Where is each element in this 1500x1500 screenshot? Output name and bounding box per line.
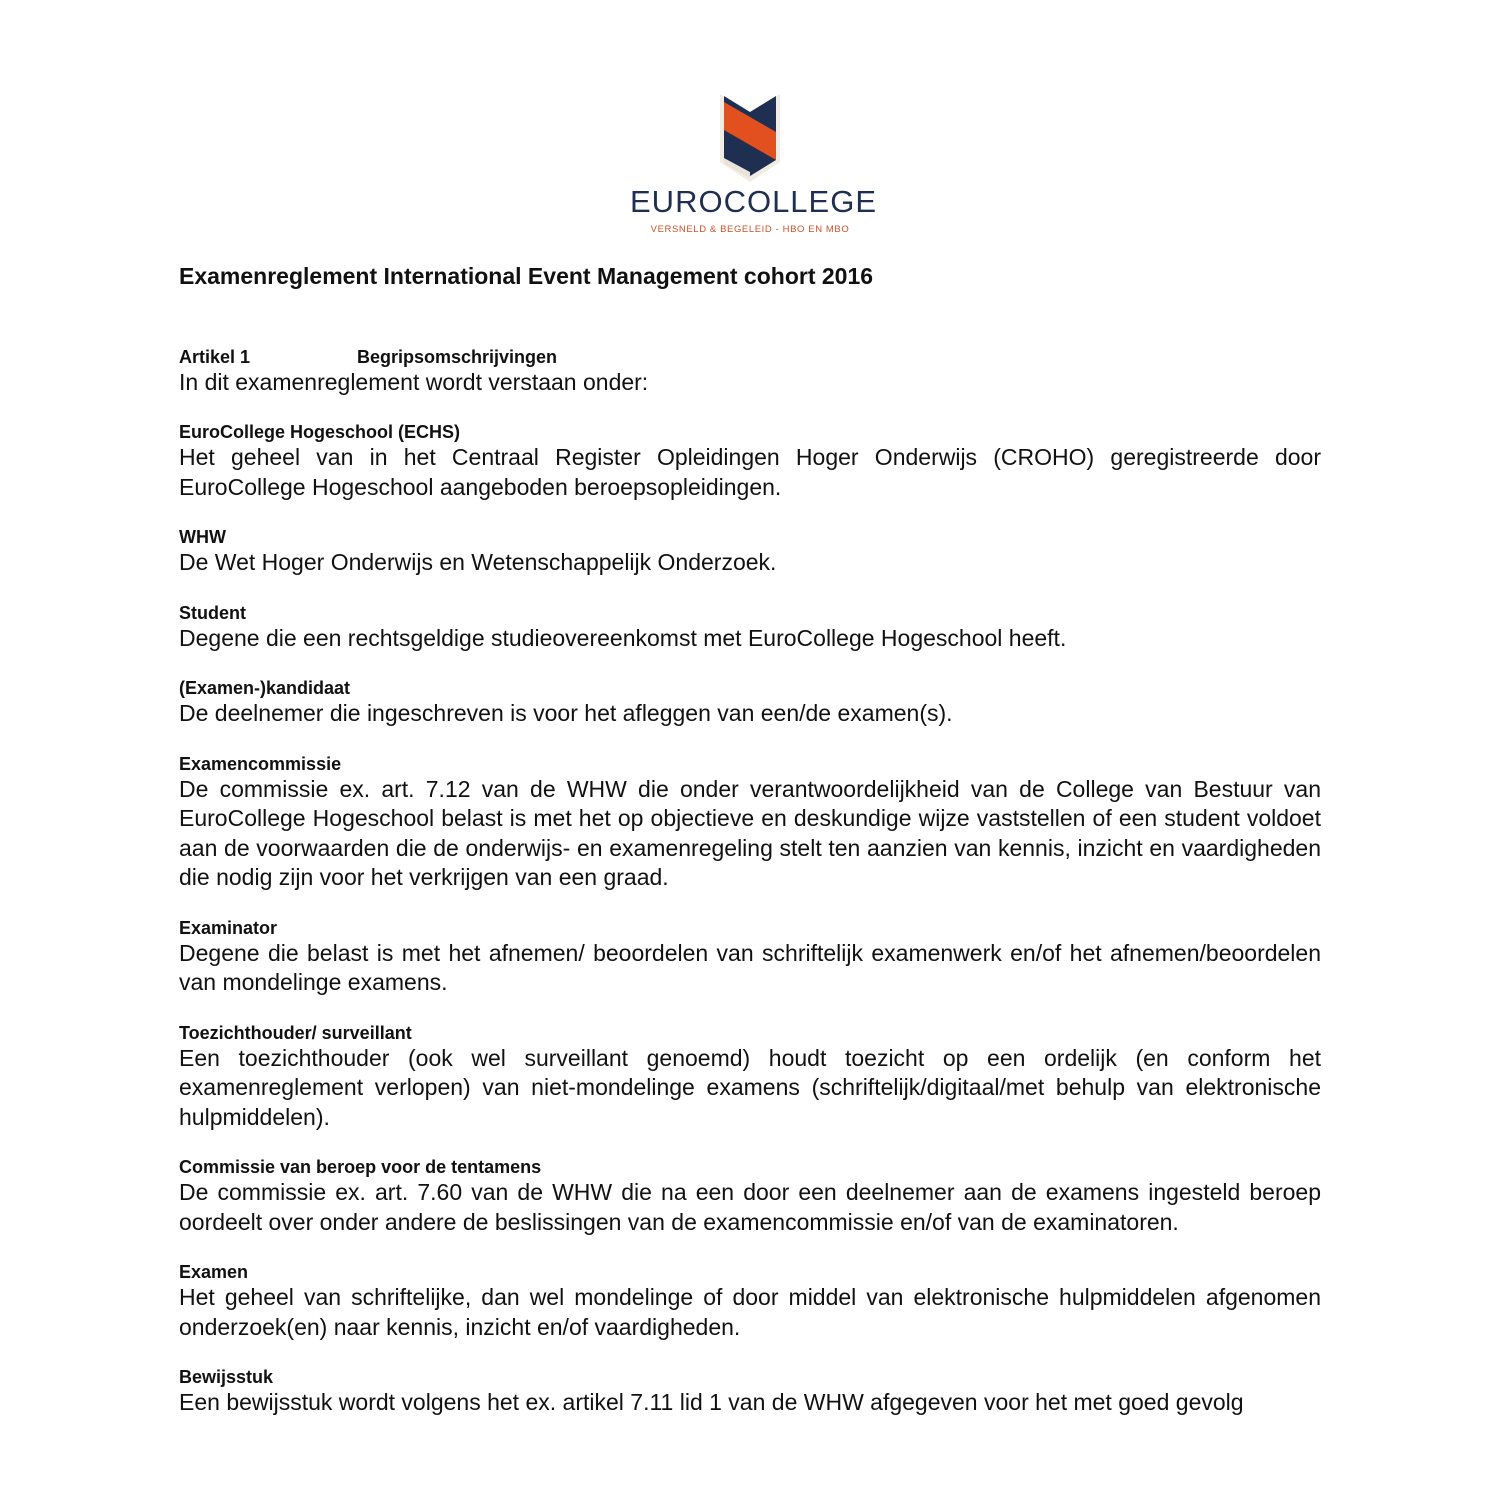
definition-item xyxy=(179,753,1321,893)
term-definition: Degene die een rechtsgeldige studieovereenkomst met EuroCollege Hogeschool heeft. xyxy=(179,624,1067,651)
article-heading xyxy=(179,346,1321,368)
eurocollege-logo xyxy=(630,86,878,235)
document-page xyxy=(179,258,1321,1418)
definition-item xyxy=(179,917,1321,998)
term-definition: De commissie ex. art. 7.12 van de WHW die onder verantwoordelijkheid van de College van Bestuur van EuroCollege Hogeschool belast is met het op objectieve en deskundige wijze vaststellen of een student voldoet aan de voorwaarden die de onderwijs- en examenregeling stelt ten aanzien van kennis, inzicht en vaardigheden die nodig zijn voor het verkrijgen van een graad. xyxy=(179,775,1321,890)
term-definition: Het geheel van in het Centraal Register Opleidingen Hoger Onderwijs (CROHO) geregistreerde door EuroCollege Hogeschool aangeboden beroepsopleidingen. xyxy=(179,444,1321,500)
article-title: Begripsomschrijvingen xyxy=(357,347,558,367)
definition-item xyxy=(179,1366,1321,1418)
article-intro: In dit examenreglement wordt verstaan onder: xyxy=(179,369,649,395)
book-shield-icon xyxy=(714,86,786,186)
term-heading: Commissie van beroep voor de tentamens xyxy=(179,1157,542,1177)
definition-item xyxy=(179,1022,1321,1133)
term-heading: Examinator xyxy=(179,917,278,938)
term-definition: Het geheel van schriftelijke, dan wel mondelinge of door middel van elektronische hulpmiddelen afgenomen onderzoek(en) naar kennis, inzicht en/of vaardigheden. xyxy=(179,1284,1321,1340)
document-title: Examenreglement International Event Management cohort 2016 xyxy=(179,263,874,289)
brand-name: EUROCOLLEGE xyxy=(630,184,878,219)
term-heading: WHW xyxy=(179,527,226,547)
term-heading: Bewijsstuk xyxy=(179,1367,274,1387)
definition-item xyxy=(179,1261,1321,1342)
term-heading: Toezichthouder/ surveillant xyxy=(179,1022,412,1043)
brand-tagline: VERSNELD & BEGELEID - HBO EN MBO xyxy=(650,224,850,235)
article-number: Artikel 1 xyxy=(179,347,251,367)
term-definition: De commissie ex. art. 7.60 van de WHW die na een door een deelnemer aan de examens ingesteld beroep oordeelt over onder andere de beslissingen van de examencommissie en/of van de examinatoren. xyxy=(179,1179,1321,1235)
term-definition: Degene die belast is met het afnemen/ beoordelen van schriftelijk examenwerk en/of het afnemen/beoordelen van mondelinge examens. xyxy=(179,939,1321,995)
definition-item xyxy=(179,1156,1321,1237)
definition-item xyxy=(179,677,1321,729)
term-heading: Examencommissie xyxy=(179,753,342,774)
term-list xyxy=(179,421,1321,1418)
term-definition: Een bewijsstuk wordt volgens het ex. artikel 7.11 lid 1 van de WHW afgegeven voor het met goed gevolg xyxy=(179,1389,1244,1415)
term-heading: Examen xyxy=(179,1262,249,1282)
term-heading: Student xyxy=(179,602,246,623)
definition-item xyxy=(179,421,1321,502)
term-heading: (Examen-)kandidaat xyxy=(179,678,351,698)
term-heading: EuroCollege Hogeschool (ECHS) xyxy=(179,422,461,442)
definition-item xyxy=(179,526,1321,578)
term-definition: De Wet Hoger Onderwijs en Wetenschappelijk Onderzoek. xyxy=(179,549,777,575)
term-definition: Een toezichthouder (ook wel surveillant genoemd) houdt toezicht op een ordelijk (en conform het examenreglement verlopen) van niet-mondelinge examens (schriftelijk/digitaal/met behulp van elektronische hulpmiddelen). xyxy=(179,1044,1321,1130)
term-definition: De deelnemer die ingeschreven is voor het afleggen van een/de examen(s). xyxy=(179,700,953,726)
definition-item xyxy=(179,602,1321,654)
